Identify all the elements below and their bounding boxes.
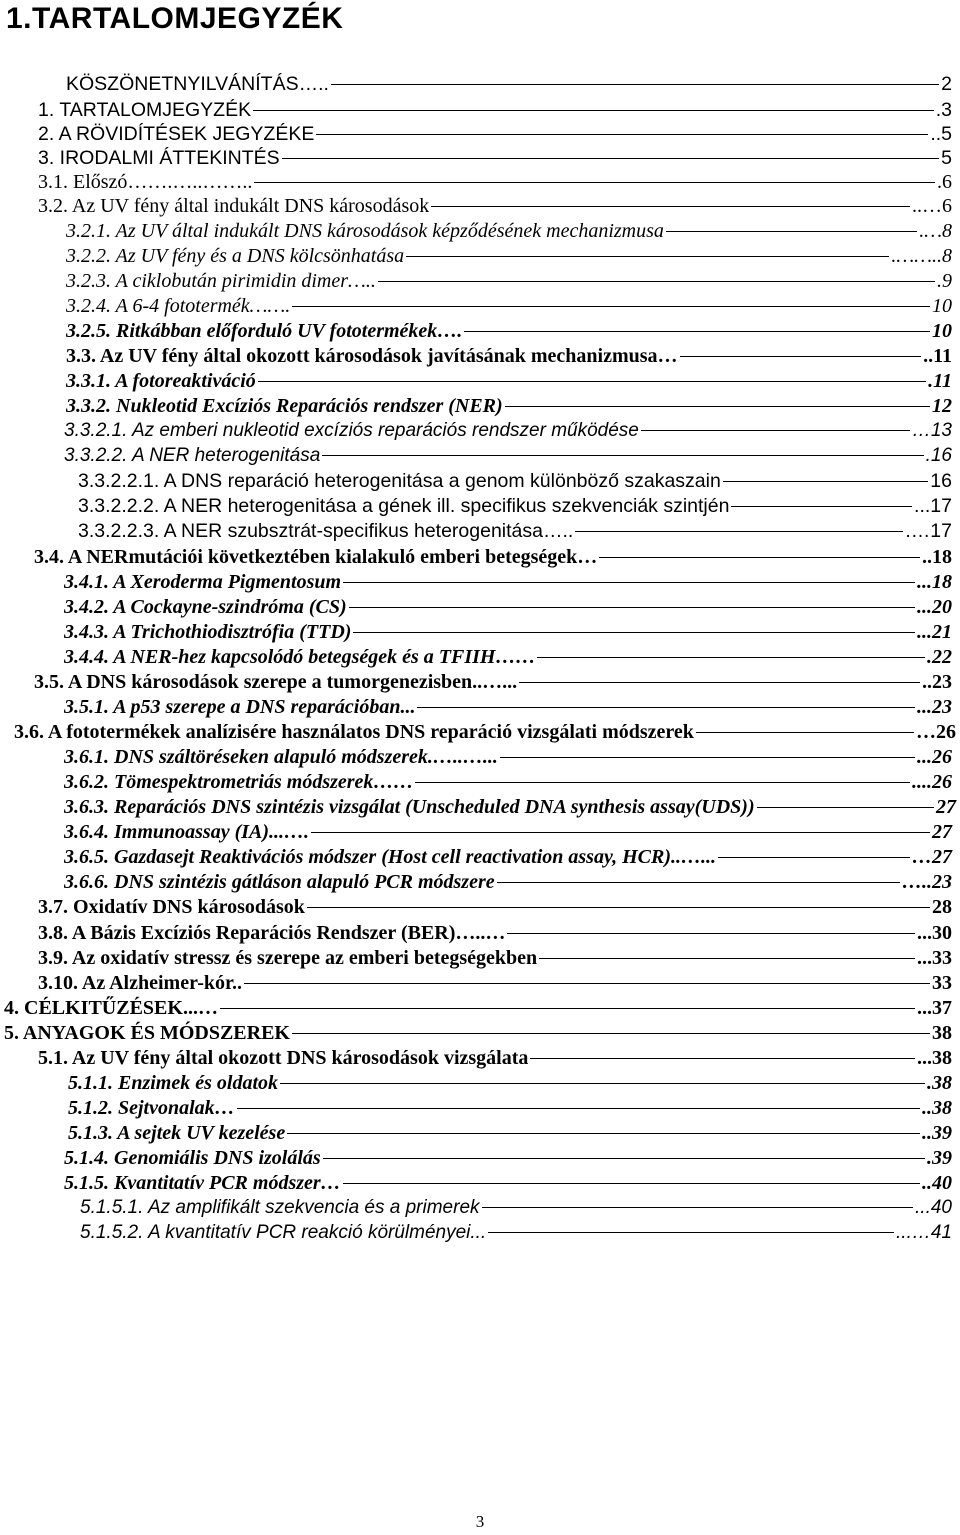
toc-entry-page: 38 xyxy=(932,1022,952,1044)
toc-leader-line xyxy=(464,331,930,332)
toc-entry xyxy=(68,1071,952,1095)
toc-entry-page: …13 xyxy=(911,420,952,441)
toc-entry-page: 33 xyxy=(932,972,952,994)
toc-entry-page: .9 xyxy=(937,270,952,292)
toc-entry-page: ..38 xyxy=(922,1097,952,1119)
toc-entry xyxy=(4,1021,952,1045)
toc-entry-label: KÖSZÖNETNYILVÁNÍTÁS….. xyxy=(66,73,329,95)
toc-entry xyxy=(78,494,952,518)
toc-entry-page: ..18 xyxy=(922,546,952,568)
toc-leader-line xyxy=(539,958,915,959)
toc-entry-label: 3.3. Az UV fény által okozott károsodások javításának mechanizmusa… xyxy=(66,345,678,367)
toc-entry xyxy=(64,695,952,719)
toc-entry xyxy=(66,269,952,293)
toc-entry-page: 2 xyxy=(941,73,952,95)
toc-entry-label: 5.1.5.2. A kvantitatív PCR reakció körülményei... xyxy=(80,1222,487,1243)
toc-entry xyxy=(64,845,952,869)
toc-entry-page: ...37 xyxy=(917,997,952,1019)
toc-leader-line xyxy=(482,1207,913,1208)
toc-leader-line xyxy=(505,406,930,407)
toc-entry-label: 3.6.1. DNS száltöréseken alapuló módszerek.…..…... xyxy=(64,746,498,768)
toc-entry-page: 10 xyxy=(932,320,952,342)
toc-entry-page: ...18 xyxy=(917,571,952,593)
toc-entry-page: .……..8 xyxy=(891,245,952,267)
toc-entry xyxy=(64,645,952,669)
toc-entry-page: ...20 xyxy=(917,596,952,618)
toc-entry xyxy=(66,319,952,343)
toc-entry xyxy=(4,996,952,1020)
toc-entry-label: 3.3.2.1. Az emberi nukleotid excíziós reparációs rendszer működése xyxy=(64,420,639,441)
toc-leader-line xyxy=(488,1232,894,1233)
toc-entry-label: 3.6.3. Reparációs DNS szintézis vizsgálat (Unscheduled DNA synthesis assay(UDS)) xyxy=(64,796,755,818)
toc-entry-label: 3.7. Oxidatív DNS károsodások xyxy=(38,896,305,918)
toc-leader-line xyxy=(723,481,928,482)
toc-entry xyxy=(68,1096,952,1120)
toc-leader-line xyxy=(280,1083,925,1084)
toc-entry xyxy=(64,870,952,894)
toc-entry xyxy=(66,72,952,96)
toc-entry xyxy=(38,971,952,995)
toc-leader-line xyxy=(292,306,930,307)
toc-entry-page: ..…6 xyxy=(912,195,952,217)
toc-entry xyxy=(66,369,952,393)
toc-entry-label: 3.8. A Bázis Excíziós Reparációs Rendszer (BER)…..… xyxy=(38,922,506,944)
toc-entry-page: ...33 xyxy=(917,947,952,969)
toc-entry-label: 3.4.1. A Xeroderma Pigmentosum xyxy=(64,571,342,593)
toc-entry-label: 3.2.2. Az UV fény és a DNS kölcsönhatása xyxy=(66,245,405,267)
toc-leader-line xyxy=(497,882,900,883)
toc-entry xyxy=(38,946,952,970)
toc-entry-label: 3.2.3. A ciklobután pirimidin dimer….. xyxy=(66,270,376,292)
toc-entry-label: 3.2. Az UV fény által indukált DNS károsodások xyxy=(38,195,430,217)
toc-entry-page: ...21 xyxy=(917,621,952,643)
toc-entry-page: …26 xyxy=(916,721,956,743)
toc-entry xyxy=(66,394,952,418)
toc-entry-page: 27 xyxy=(936,796,956,818)
toc-entry xyxy=(64,820,952,844)
toc-entry-label: 2. A RÖVIDÍTÉSEK JEGYZÉKE xyxy=(38,123,315,145)
toc-entry xyxy=(78,519,952,543)
toc-leader-line xyxy=(316,134,928,135)
toc-entry-label: 3.1. Előszó…….…..…….. xyxy=(38,171,253,193)
toc-entry xyxy=(64,595,952,619)
toc-leader-line xyxy=(575,531,903,532)
toc-entry xyxy=(66,294,952,318)
toc-entry-label: 5.1.4. Genomiális DNS izolálás xyxy=(64,1147,321,1169)
toc-entry-page: 16 xyxy=(930,470,952,492)
toc-leader-line xyxy=(343,582,915,583)
page-title: 1.TARTALOMJEGYZÉK xyxy=(6,2,344,35)
toc-entry-page: ...30 xyxy=(917,922,952,944)
toc-leader-line xyxy=(323,1158,925,1159)
toc-entry xyxy=(38,1046,952,1070)
toc-leader-line xyxy=(507,933,915,934)
toc-leader-line xyxy=(378,281,935,282)
toc-entry-label: 5.1.5.1. Az amplifikált szekvencia és a primerek xyxy=(80,1197,480,1218)
toc-leader-line xyxy=(530,1058,915,1059)
toc-entry-page: .…17 xyxy=(905,520,952,542)
toc-entry-page: .39 xyxy=(927,1147,952,1169)
toc-entry xyxy=(68,1121,952,1145)
toc-leader-line xyxy=(353,632,915,633)
toc-leader-line xyxy=(292,1033,930,1034)
toc-entry-label: 4. CÉLKITŰZÉSEK...… xyxy=(4,997,218,1019)
toc-entry-page: …..23 xyxy=(902,871,952,893)
toc-entry-label: 3.6.4. Immunoassay (IA)...…. xyxy=(64,821,310,843)
toc-entry-page: ....26 xyxy=(912,771,952,793)
toc-entry xyxy=(38,921,952,945)
toc-entry-label: 3.6. A fototermékek analízisére használatos DNS reparáció vizsgálati módszerek xyxy=(14,721,694,743)
toc-entry xyxy=(66,344,952,368)
toc-leader-line xyxy=(311,832,930,833)
toc-entry-label: 3.3.2. Nukleotid Excíziós Reparációs rendszer (NER) xyxy=(66,395,503,417)
toc-entry-label: 3.4.4. A NER-hez kapcsolódó betegségek és a TFIIH…… xyxy=(64,646,536,668)
toc-entry-label: 5.1.2. Sejtvonalak… xyxy=(68,1097,235,1119)
toc-entry-page: .6 xyxy=(937,171,952,193)
toc-entry-label: 5.1.5. Kvantitatív PCR módszer… xyxy=(64,1172,341,1194)
toc-leader-line xyxy=(307,907,930,908)
toc-entry-label: 5.1.1. Enzimek és oldatok xyxy=(68,1072,279,1094)
toc-entry xyxy=(38,98,952,122)
toc-leader-line xyxy=(415,782,910,783)
toc-entry-label: 3.5.1. A p53 szerepe a DNS reparációban... xyxy=(64,696,416,718)
toc-entry xyxy=(64,770,952,794)
toc-entry-label: 3.9. Az oxidatív stressz és szerepe az emberi betegségekben xyxy=(38,947,538,969)
toc-entry-page: .38 xyxy=(927,1072,952,1094)
toc-leader-line xyxy=(666,231,917,232)
toc-entry-page: 5 xyxy=(941,147,952,169)
toc-entry-page: .22 xyxy=(927,646,952,668)
toc-leader-line xyxy=(431,206,910,207)
toc-leader-line xyxy=(282,158,940,159)
toc-leader-line xyxy=(406,256,889,257)
toc-entry xyxy=(34,545,952,569)
toc-entry-label: 3. IRODALMI ÁTTEKINTÉS xyxy=(38,147,280,169)
toc-entry-label: 5. ANYAGOK ÉS MÓDSZEREK xyxy=(4,1022,290,1044)
toc-entry xyxy=(78,469,952,493)
toc-entry xyxy=(80,1196,952,1220)
toc-entry xyxy=(38,170,952,194)
toc-leader-line xyxy=(718,857,910,858)
toc-entry xyxy=(38,122,952,146)
toc-leader-line xyxy=(343,1183,920,1184)
toc-entry xyxy=(38,194,952,218)
toc-entry-page: ..40 xyxy=(922,1172,952,1194)
toc-entry xyxy=(34,670,952,694)
toc-entry-label: 3.3.2.2.3. A NER szubsztrát-specifikus heterogenitása….. xyxy=(78,520,574,542)
toc-entry-page: .16 xyxy=(925,445,952,466)
toc-leader-line xyxy=(537,657,925,658)
toc-entry-page: 28 xyxy=(932,896,952,918)
toc-entry-page: ...26 xyxy=(917,746,952,768)
toc-entry-label: 3.4. A NERmutációi következtében kialakuló emberi betegségek… xyxy=(34,546,598,568)
toc-entry-page: 27 xyxy=(932,821,952,843)
toc-entry-page: ...38 xyxy=(917,1047,952,1069)
page-number: 3 xyxy=(475,1512,485,1531)
toc-entry xyxy=(66,244,952,268)
toc-leader-line xyxy=(322,455,923,456)
toc-leader-line xyxy=(331,84,939,85)
toc-entry xyxy=(38,146,952,170)
toc-entry-label: 3.6.6. DNS szintézis gátláson alapuló PCR módszere xyxy=(64,871,495,893)
toc-entry-label: 5.1. Az UV fény által okozott DNS károsodások vizsgálata xyxy=(38,1047,529,1069)
toc-entry xyxy=(64,1171,952,1195)
toc-entry xyxy=(64,1146,952,1170)
toc-leader-line xyxy=(731,506,912,507)
toc-entry-page: .3 xyxy=(935,99,952,121)
toc-entry-label: 5.1.3. A sejtek UV kezelése xyxy=(68,1122,286,1144)
toc-leader-line xyxy=(519,682,920,683)
toc-entry xyxy=(64,419,952,443)
toc-entry-label: 3.4.3. A Trichothiodisztrófia (TTD) xyxy=(64,621,352,643)
toc-leader-line xyxy=(244,983,930,984)
toc-entry xyxy=(64,795,956,819)
toc-entry-label: 3.3.2.2. A NER heterogenitása xyxy=(64,445,321,466)
toc-entry-page: ..39 xyxy=(922,1122,952,1144)
toc-entry-page: ..5 xyxy=(930,123,952,145)
toc-entry-label: 3.2.5. Ritkábban előforduló UV fototermékek…. xyxy=(66,320,463,342)
toc-entry-label: 3.6.5. Gazdasejt Reaktivációs módszer (Host cell reactivation assay, HCR)..…... xyxy=(64,846,716,868)
toc-entry xyxy=(14,720,956,744)
toc-entry-label: 3.3.2.2.1. A DNS reparáció heterogenitása a genom különböző szakaszain xyxy=(78,470,721,492)
toc-entry-page: ..23 xyxy=(922,671,952,693)
toc-leader-line xyxy=(417,707,915,708)
toc-leader-line xyxy=(254,182,935,183)
toc-leader-line xyxy=(220,1008,915,1009)
toc-entry-page: 12 xyxy=(932,395,952,417)
toc-leader-line xyxy=(253,110,934,111)
toc-leader-line xyxy=(680,356,922,357)
toc-entry-page: ...17 xyxy=(914,495,952,517)
toc-entry-label: 1. TARTALOMJEGYZÉK xyxy=(38,99,252,121)
toc-leader-line xyxy=(757,807,934,808)
toc-entry-label: 3.5. A DNS károsodások szerepe a tumorgenezisben..…... xyxy=(34,671,518,693)
toc-entry-page: ..11 xyxy=(923,345,952,367)
toc-entry-label: 3.2.1. Az UV által indukált DNS károsodások képződésének mechanizmusa xyxy=(66,220,664,242)
toc-leader-line xyxy=(696,732,914,733)
toc-entry-page: …27 xyxy=(912,846,952,868)
toc-entry xyxy=(80,1221,952,1245)
toc-leader-line xyxy=(500,757,915,758)
toc-entry-page: .…8 xyxy=(919,220,952,242)
toc-entry-label: 3.4.2. A Cockayne-szindróma (CS) xyxy=(64,596,347,618)
toc-leader-line xyxy=(237,1108,920,1109)
toc-entry-page: .11 xyxy=(928,370,952,392)
toc-entry-label: 3.3.1. A fotoreaktiváció xyxy=(66,370,256,392)
toc-leader-line xyxy=(287,1133,920,1134)
toc-entry-page: 10 xyxy=(932,295,952,317)
toc-entry xyxy=(64,745,952,769)
toc-leader-line xyxy=(599,557,920,558)
toc-entry-page: ...40 xyxy=(915,1197,952,1218)
toc-entry-label: 3.10. Az Alzheimer-kór.. xyxy=(38,972,243,994)
toc-entry xyxy=(64,570,952,594)
toc-entry-page: ...…41 xyxy=(896,1222,952,1243)
toc-entry-label: 3.6.2. Tömespektrometriás módszerek…… xyxy=(64,771,414,793)
toc-leader-line xyxy=(258,381,926,382)
toc-entry-label: 3.3.2.2.2. A NER heterogenitása a gének ill. specifikus szekvenciák szintjén xyxy=(78,495,730,517)
toc-leader-line xyxy=(641,430,910,431)
toc-leader-line xyxy=(349,607,915,608)
toc-entry xyxy=(64,620,952,644)
toc-entry-page: ...23 xyxy=(917,696,952,718)
toc-entry-label: 3.2.4. A 6-4 fototermék……. xyxy=(66,295,291,317)
toc-entry xyxy=(66,219,952,243)
toc-entry xyxy=(64,444,952,468)
toc-entry xyxy=(38,895,952,919)
